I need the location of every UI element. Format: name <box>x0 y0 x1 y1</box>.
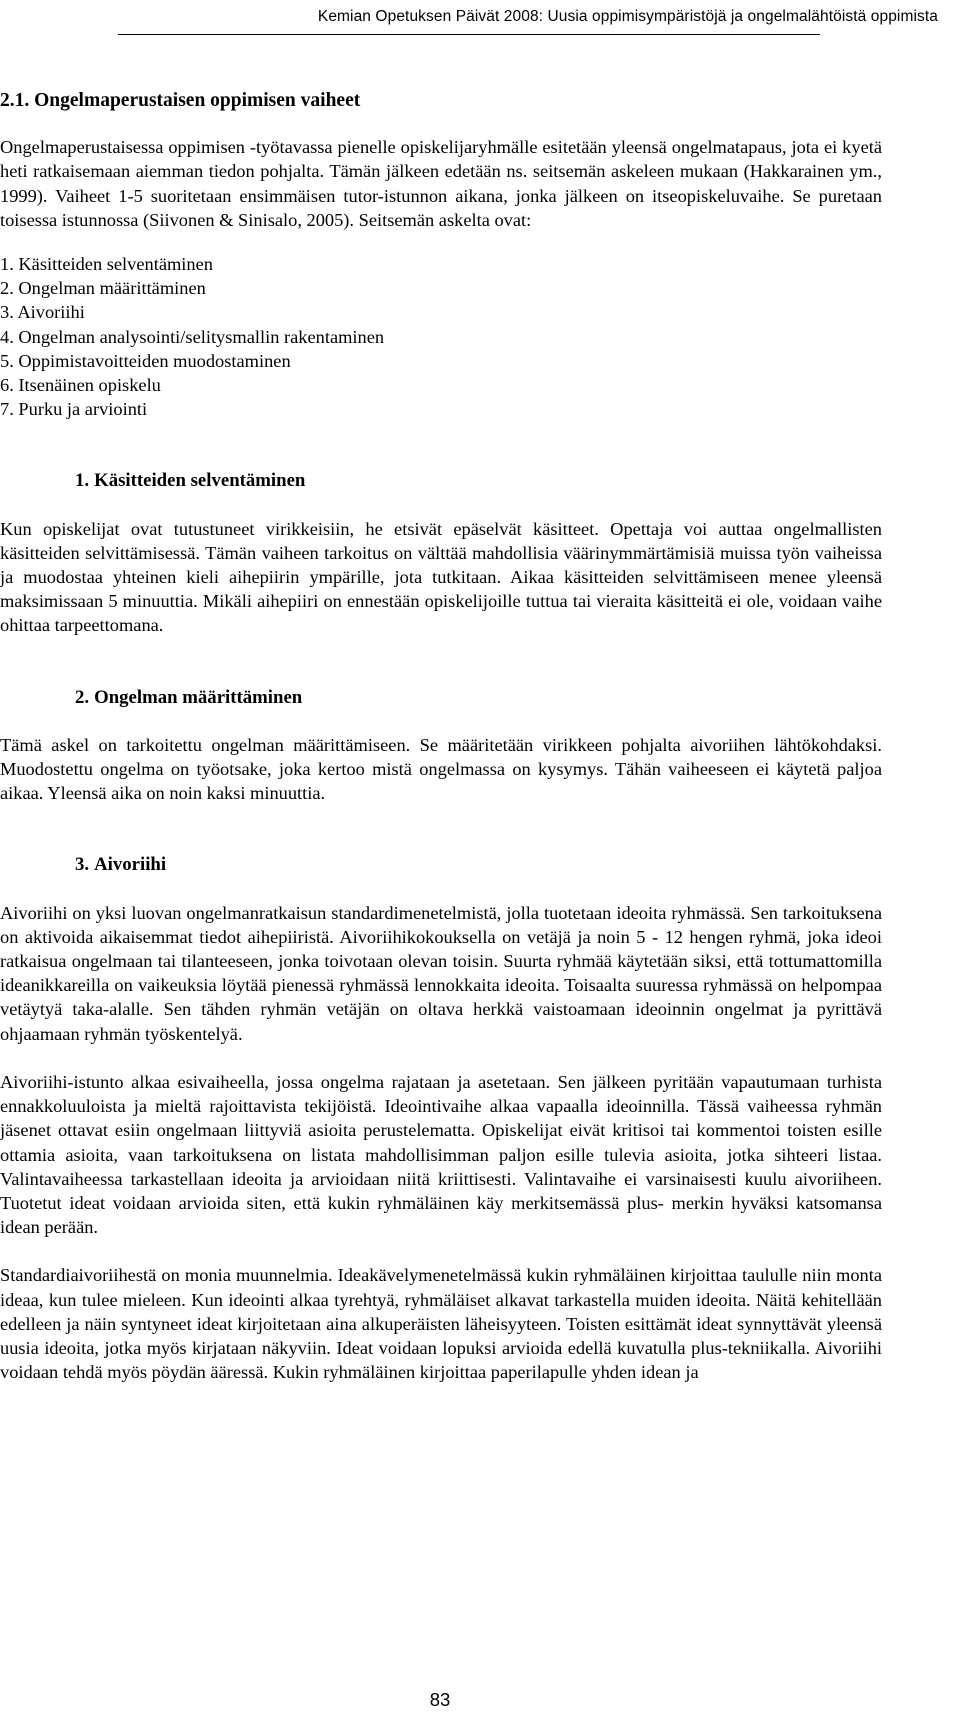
subsection-heading-3 <box>75 853 882 877</box>
body-paragraph: Kun opiskelijat ovat tutustuneet virikkeisiin, he etsivät epäselvät käsitteet. Opettaja voi auttaa ongelmallisten käsitteiden selvittämisessä. Tämän vaiheen tarkoitus on välttää mahdollisia väärinymmärtämisiä muissa työn vaiheissa ja muodostaa yhteinen kieli aihepiirin ympärille, jota tutkitaan. Aikaa käsitteiden selvittämiseen menee yleensä maksimissaan 5 minuuttia. Mikäli aihepiiri on ennestään opiskelijoille tuttua tai vieraita käsitteitä ei ole, voidaan vaihe ohittaa tarpeettomana. <box>0 518 882 636</box>
intro-paragraph: Ongelmaperustaisessa oppimisen -työtavassa pienelle opiskelijaryhmälle esitetään yleensä ongelmatapaus, jota ei kyetä heti ratkaisemaan aiemman tiedon pohjalta. Tämän jälkeen edetään ns. seitsemän askeleen mukaan (Hakkarainen ym., 1999). Vaiheet 1-5 suoritetaan ensimmäisen tutor-istunnon aikana, jonka jälkeen on itseopiskeluvaihe. Se puretaan toisessa istunnossa (Siivonen & Sinisalo, 2005). Seitsemän askelta ovat: <box>0 137 882 230</box>
page-content <box>0 89 882 1384</box>
list-item: 1. Käsitteiden selventäminen <box>0 254 213 275</box>
list-item: 4. Ongelman analysointi/selitysmallin rakentaminen <box>0 326 385 347</box>
body-paragraph: Aivoriihi on yksi luovan ongelmanratkaisun standardimenetelmistä, jolla tuotetaan ideoita ryhmässä. Sen tarkoituksena on aktivoida aikaisemmat tiedot aihepiiristä. Aivoriihikokouksella on vetäjä ja noin 5 - 12 hengen ryhmä, joka ideoi ratkaisua ongelmaan tai tilanteeseen, jonka toivotaan olevan toisin. Suurta ryhmää käytetään siksi, että tottumattomilla ideanikkareilla on vaikeuksia löytää pienessä ryhmässä lennokkaita ideoita. Toisaalta suuressa ryhmässä on helpompaa vetäytyä taka-alalle. Sen tähden ryhmän vetäjän on oltava herkkä vaistoamaan ideoinnin ongelmat ja pyrittävä ohjaamaan ryhmän työskentelyä. <box>0 902 882 1044</box>
subsection-number: 1. <box>75 470 90 492</box>
subsection-heading-1 <box>75 469 882 493</box>
subsection-number: 2. <box>75 686 90 708</box>
list-item: 3. Aivoriihi <box>0 302 85 323</box>
subsection-title: Ongelman määrittäminen <box>94 686 303 708</box>
list-item: 5. Oppimistavoitteiden muodostaminen <box>0 350 291 371</box>
body-paragraph: Tämä askel on tarkoitettu ongelman määrittämiseen. Se määritetään virikkeen pohjalta aivoriihen lähtökohdaksi. Muodostettu ongelma on työotsake, joka kertoo mistä ongelmassa on kysymys. Tähän vaiheeseen ei käytetä paljoa aikaa. Yleensä aika on noin kaksi minuuttia. <box>0 734 882 804</box>
header-rule <box>118 34 820 35</box>
body-paragraph: Aivoriihi-istunto alkaa esivaiheella, jossa ongelma rajataan ja asetetaan. Sen jälkeen pyritään vapautumaan turhista ennakkoluuloista ja mieltä rajoittavista tekijöistä. Ideointivaihe alkaa vapaalla ideoinnilla. Tässä vaiheessa ryhmän jäsenet ottavat esiin ongelmaan liittyviä asioita perustelematta. Opiskelijat eivät kritisoi tai kommentoi toisten esille ottamia asioita, vaan tarkoituksena on listata mahdollisimman paljon esille tulevia asioita, jotka sihteeri listaa. Valintavaiheessa tarkastellaan ideoita ja arvioidaan niitä kriittisesti. Valintavaihe ei varsinaisesti kuulu aivoriiheen. Tuotetut ideat voidaan arvioida siten, että kukin ryhmäläinen käy merkitsemässä plus- merkin hyväksi katsomansa idean perään. <box>0 1071 882 1238</box>
list-item: 2. Ongelman määrittäminen <box>0 278 206 299</box>
subsection-title: Aivoriihi <box>94 854 167 876</box>
body-paragraph: Standardiaivoriihestä on monia muunnelmia. Ideakävelymenetelmässä kukin ryhmäläinen kirjoittaa taululle niin monta ideaa, kun tulee mieleen. Kun ideointi alkaa tyrehtyä, ryhmäläiset alkavat tarkastella muiden ideoita. Näitä kehitellään edelleen ja näin syntyneet ideat kirjoitetaan aina alkuperäisten läheisyyteen. Toisten esittämät ideat synnyttävät yleensä uusia ideoita, jotka myös kirjataan näkyviin. Ideat voidaan lopuksi arvioida edellä kuvatulla plus-tekniikalla. Aivoriihi voidaan tehdä myös pöydän ääressä. Kukin ryhmäläinen kirjoittaa paperilapulle yhden idean ja <box>0 1265 882 1383</box>
section-title: 2.1. Ongelmaperustaisen oppimisen vaiheet <box>0 90 361 111</box>
list-item: 7. Purku ja arviointi <box>0 399 148 420</box>
page-number: 83 <box>429 1689 451 1710</box>
subsection-heading-2 <box>75 686 882 710</box>
list-item: 6. Itsenäinen opiskelu <box>0 375 161 396</box>
subsection-title: Käsitteiden selventäminen <box>94 470 306 492</box>
subsection-number: 3. <box>75 854 90 876</box>
running-header: Kemian Opetuksen Päivät 2008: Uusia oppimisympäristöjä ja ongelmalähtöistä oppimista <box>317 8 938 25</box>
steps-list <box>0 252 882 421</box>
